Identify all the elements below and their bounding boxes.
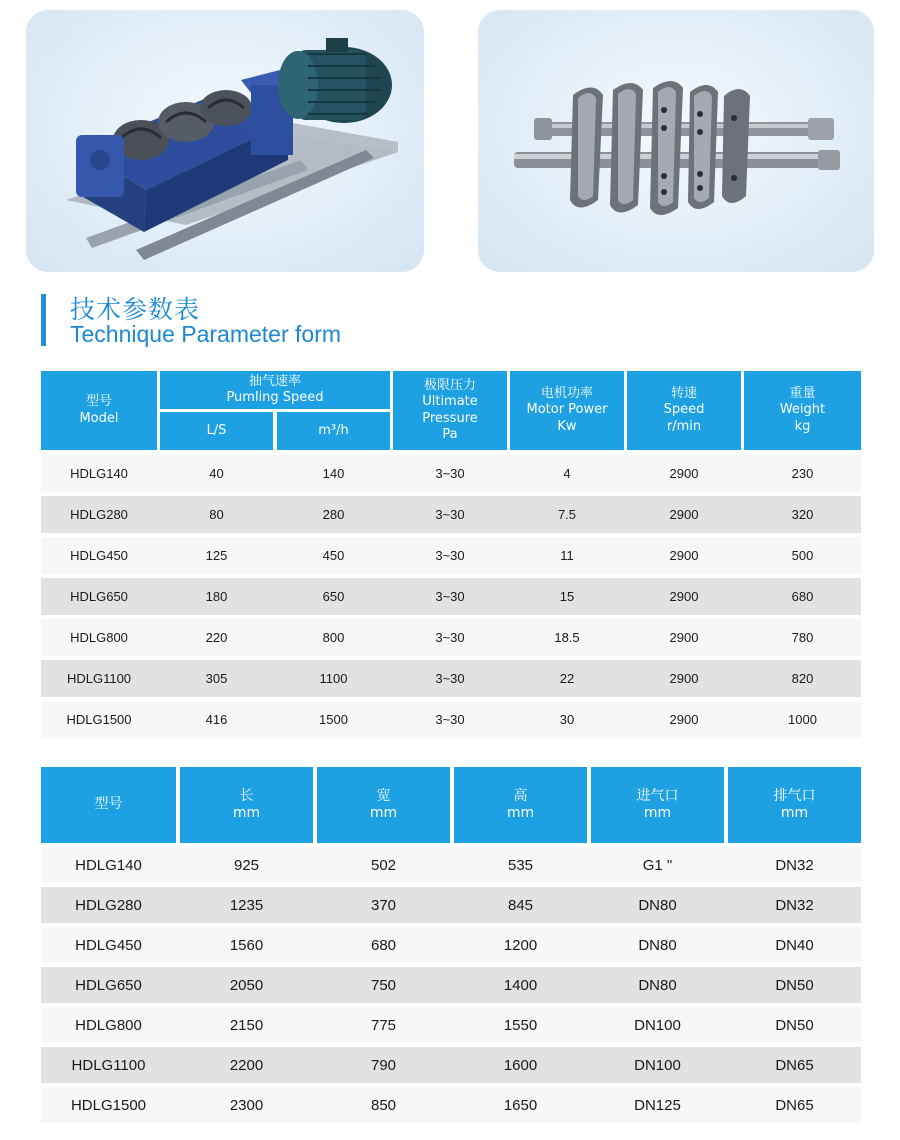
header-model-en: Model bbox=[79, 410, 119, 426]
header-outlet-unit: mm bbox=[780, 805, 809, 821]
cell-speed-m3h: 1500 bbox=[319, 712, 348, 727]
cell-speed-m3h: 650 bbox=[322, 589, 345, 604]
cell-speed-ls: 305 bbox=[205, 671, 228, 686]
cell-speed-ls: 125 bbox=[205, 548, 228, 563]
cell-power: 18.5 bbox=[554, 630, 580, 645]
header-inlet bbox=[591, 767, 724, 843]
cell-height: 845 bbox=[507, 896, 534, 914]
cell-height: 1400 bbox=[503, 976, 538, 994]
header-height bbox=[454, 767, 587, 843]
cell-rpm: 2900 bbox=[669, 548, 699, 563]
cell-weight: 680 bbox=[791, 589, 814, 604]
cell-power: 15 bbox=[559, 589, 575, 604]
performance-table bbox=[41, 371, 861, 742]
header-speed-m3h: m³/h bbox=[277, 412, 390, 450]
header-outlet bbox=[728, 767, 861, 843]
cell-pressure: 3~30 bbox=[435, 630, 465, 645]
cell-model: HDLG1100 bbox=[71, 1056, 146, 1074]
cell-model: HDLG1100 bbox=[66, 671, 132, 686]
header-width-unit: mm bbox=[369, 805, 398, 821]
cell-weight: 500 bbox=[791, 548, 814, 563]
cell-length: 2050 bbox=[229, 976, 264, 994]
cell-model: HDLG140 bbox=[70, 466, 128, 481]
header-pressure-cn: 极限压力 bbox=[423, 378, 476, 393]
cell-outlet: DN32 bbox=[775, 856, 814, 874]
cell-rpm: 2900 bbox=[669, 507, 699, 522]
cell-outlet: DN32 bbox=[775, 896, 814, 914]
cell-speed-ls: 416 bbox=[205, 712, 228, 727]
cell-inlet: DN80 bbox=[638, 976, 677, 994]
section-title-en: Technique Parameter form bbox=[70, 321, 342, 347]
header-height-cn: 高 bbox=[513, 787, 528, 804]
cell-power: 11 bbox=[560, 548, 574, 563]
cell-outlet: DN65 bbox=[775, 1056, 814, 1074]
cell-model: HDLG1500 bbox=[66, 712, 132, 727]
header-speed bbox=[160, 371, 390, 409]
cell-width: 502 bbox=[370, 856, 397, 874]
cell-speed-ls: 220 bbox=[205, 630, 228, 645]
cell-model: HDLG280 bbox=[75, 896, 142, 914]
header-pressure-unit: Pa bbox=[442, 426, 458, 442]
cell-speed-m3h: 450 bbox=[322, 548, 345, 563]
cell-speed-m3h: 280 bbox=[322, 507, 345, 522]
cell-model: HDLG450 bbox=[70, 548, 128, 563]
cell-model: HDLG140 bbox=[75, 856, 142, 874]
header-length bbox=[180, 767, 313, 843]
header-speed-cn: 抽气速率 bbox=[248, 373, 301, 389]
cell-length: 1235 bbox=[229, 896, 264, 914]
cell-length: 2300 bbox=[229, 1096, 264, 1114]
header-speed-ls: L/S bbox=[160, 412, 273, 450]
cell-speed-m3h: 800 bbox=[322, 630, 345, 645]
header-model-cn: 型号 bbox=[94, 796, 123, 813]
cell-height: 535 bbox=[507, 856, 534, 874]
header-pressure-en2: Pressure bbox=[422, 410, 478, 426]
cell-model: HDLG800 bbox=[70, 630, 128, 645]
cell-outlet: DN65 bbox=[775, 1096, 814, 1114]
header-rpm-unit: r/min bbox=[666, 418, 702, 434]
header-model bbox=[41, 371, 157, 450]
header-height-unit: mm bbox=[506, 805, 535, 821]
cell-model: HDLG650 bbox=[70, 589, 128, 604]
cell-inlet: G1 " bbox=[642, 856, 673, 874]
cell-power: 22 bbox=[559, 671, 575, 686]
cell-length: 925 bbox=[233, 856, 260, 874]
cell-pressure: 3~30 bbox=[435, 507, 465, 522]
cell-width: 370 bbox=[370, 896, 397, 914]
header-weight bbox=[744, 371, 861, 450]
cell-width: 680 bbox=[370, 936, 397, 954]
header-inlet-cn: 进气口 bbox=[636, 787, 679, 804]
header-model-cn: 型号 bbox=[85, 394, 112, 410]
cell-speed-ls: 40 bbox=[209, 466, 224, 481]
header-power-unit: Kw bbox=[557, 418, 577, 434]
cell-weight: 780 bbox=[791, 630, 814, 645]
cell-outlet: DN50 bbox=[775, 976, 814, 994]
cell-model: HDLG650 bbox=[75, 976, 142, 994]
header-rpm-en: Speed bbox=[663, 402, 705, 418]
cell-rpm: 2900 bbox=[669, 630, 699, 645]
header-rpm bbox=[627, 371, 741, 450]
heading-accent-bar bbox=[41, 294, 46, 346]
cell-inlet: DN80 bbox=[638, 896, 677, 914]
cell-rpm: 2900 bbox=[669, 466, 699, 481]
cell-power: 30 bbox=[559, 712, 575, 727]
cell-outlet: DN40 bbox=[775, 936, 814, 954]
cell-weight: 320 bbox=[791, 507, 814, 522]
cell-height: 1550 bbox=[503, 1016, 538, 1034]
header-power-en: Motor Power bbox=[526, 402, 608, 418]
header-inlet-unit: mm bbox=[643, 805, 672, 821]
cell-outlet: DN50 bbox=[775, 1016, 814, 1034]
cell-pressure: 3~30 bbox=[435, 712, 465, 727]
cell-model: HDLG1500 bbox=[70, 1096, 147, 1114]
screw-rotor-image bbox=[478, 10, 874, 272]
cell-length: 2200 bbox=[229, 1056, 264, 1074]
cell-weight: 230 bbox=[791, 466, 814, 481]
cell-model: HDLG800 bbox=[75, 1016, 142, 1034]
pump-assembly-image bbox=[26, 10, 424, 272]
cell-power: 7.5 bbox=[557, 507, 577, 522]
cell-inlet: DN100 bbox=[634, 1016, 681, 1034]
cell-weight: 1000 bbox=[788, 712, 817, 727]
header-rpm-cn: 转速 bbox=[670, 386, 697, 402]
cell-pressure: 3~30 bbox=[435, 589, 465, 604]
cell-model: HDLG280 bbox=[70, 507, 128, 522]
header-weight-en: Weight bbox=[779, 402, 826, 418]
header-pressure-en1: Ultimate bbox=[422, 394, 478, 410]
cell-height: 1600 bbox=[503, 1056, 538, 1074]
header-length-cn: 长 bbox=[239, 787, 254, 804]
cell-speed-ls: 80 bbox=[209, 507, 224, 522]
cell-pressure: 3~30 bbox=[435, 671, 465, 686]
cell-width: 790 bbox=[370, 1056, 397, 1074]
header-outlet-cn: 排气口 bbox=[773, 787, 816, 804]
header-power bbox=[510, 371, 624, 450]
cell-width: 850 bbox=[370, 1096, 397, 1114]
cell-speed-m3h: 1100 bbox=[319, 671, 348, 686]
cell-pressure: 3~30 bbox=[435, 466, 465, 481]
cell-speed-m3h: 140 bbox=[322, 466, 345, 481]
dimensions-table bbox=[41, 767, 861, 1127]
cell-width: 775 bbox=[370, 1016, 397, 1034]
section-title-cn: 技术参数表 bbox=[70, 295, 201, 324]
header-power-cn: 电机功率 bbox=[540, 386, 593, 402]
header-model bbox=[41, 767, 176, 843]
cell-pressure: 3~30 bbox=[435, 548, 465, 563]
cell-weight: 820 bbox=[791, 671, 814, 686]
cell-speed-ls: 180 bbox=[205, 589, 228, 604]
cell-power: 4 bbox=[563, 466, 571, 481]
header-width-cn: 宽 bbox=[376, 787, 391, 804]
cell-length: 2150 bbox=[229, 1016, 264, 1034]
cell-height: 1200 bbox=[503, 936, 538, 954]
cell-model: HDLG450 bbox=[75, 936, 142, 954]
cell-rpm: 2900 bbox=[669, 589, 699, 604]
cell-length: 1560 bbox=[229, 936, 264, 954]
header-width bbox=[317, 767, 450, 843]
header-weight-cn: 重量 bbox=[789, 386, 816, 402]
header-weight-unit: kg bbox=[794, 418, 811, 434]
cell-rpm: 2900 bbox=[669, 671, 699, 686]
header-speed-en: Pumling Speed bbox=[226, 390, 324, 405]
cell-width: 750 bbox=[370, 976, 397, 994]
cell-height: 1650 bbox=[503, 1096, 538, 1114]
cell-inlet: DN125 bbox=[634, 1096, 681, 1114]
cell-rpm: 2900 bbox=[669, 712, 699, 727]
cell-inlet: DN100 bbox=[634, 1056, 681, 1074]
header-length-unit: mm bbox=[232, 805, 261, 821]
cell-inlet: DN80 bbox=[638, 936, 677, 954]
header-pressure bbox=[393, 371, 507, 450]
